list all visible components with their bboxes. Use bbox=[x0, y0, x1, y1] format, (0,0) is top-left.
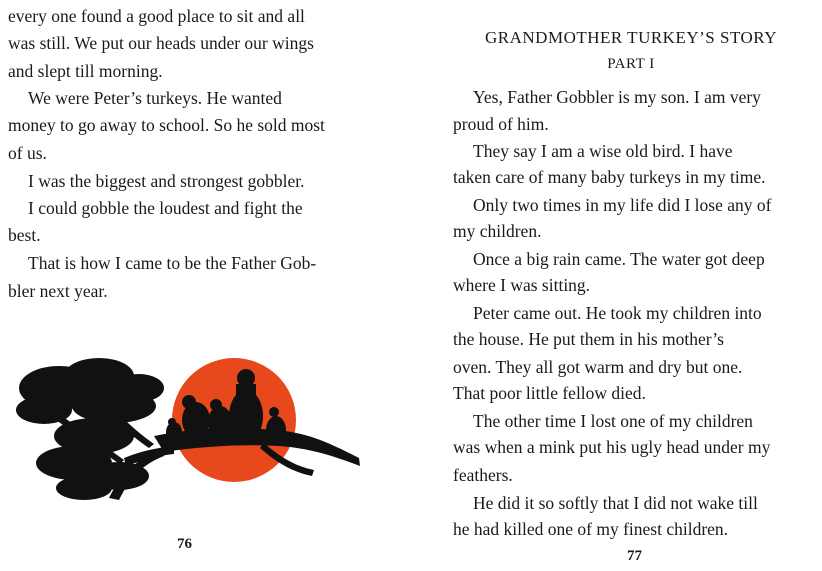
text-line: That is how I came to be the Father Gob- bbox=[28, 253, 317, 273]
text-line: I could gobble the loudest and fight the bbox=[28, 198, 303, 218]
page-number: 77 bbox=[627, 548, 642, 564]
text-line: proud of him. bbox=[453, 114, 549, 134]
text-line: was when a mink put his ugly head under my bbox=[453, 437, 771, 457]
text-line: was still. We put our heads under our wings bbox=[8, 33, 314, 53]
text-line: feathers. bbox=[453, 465, 513, 485]
text-line: That poor little fellow died. bbox=[453, 383, 646, 403]
text-line: money to go away to school. So he sold most bbox=[8, 115, 325, 135]
right-page bbox=[440, 0, 822, 571]
text-line: of us. bbox=[8, 143, 47, 163]
chapter-subtitle: PART I bbox=[607, 56, 655, 72]
text-line: bler next year. bbox=[8, 281, 108, 301]
text-line: and slept till morning. bbox=[8, 61, 163, 81]
text-line: Only two times in my life did I lose any of bbox=[473, 195, 772, 215]
text-line: I was the biggest and strongest gobbler. bbox=[28, 171, 305, 191]
text-line: Yes, Father Gobbler is my son. I am very bbox=[473, 87, 761, 107]
text-line: oven. They all got warm and dry but one. bbox=[453, 357, 743, 377]
text-line: We were Peter’s turkeys. He wanted bbox=[28, 88, 282, 108]
text-line: Once a big rain came. The water got deep bbox=[473, 249, 765, 269]
text-line: where I was sitting. bbox=[453, 275, 591, 295]
text-line: every one found a good place to sit and all bbox=[8, 6, 305, 26]
text-line: taken care of many baby turkeys in my time. bbox=[453, 167, 766, 187]
page-number: 76 bbox=[177, 536, 192, 552]
chapter-title: GRANDMOTHER TURKEY’S STORY bbox=[485, 28, 777, 47]
text-line: best. bbox=[8, 225, 41, 245]
text-line: my children. bbox=[453, 221, 542, 241]
left-page bbox=[0, 0, 390, 571]
text-line: the house. He put them in his mother’s bbox=[453, 329, 724, 349]
text-line: They say I am a wise old bird. I have bbox=[473, 141, 733, 161]
text-line: he had killed one of my finest children. bbox=[453, 519, 729, 539]
turkeys-on-branch-illustration bbox=[14, 348, 374, 508]
text-line: Peter came out. He took my children into bbox=[473, 303, 762, 323]
text-line: The other time I lost one of my children bbox=[473, 411, 753, 431]
text-line: He did it so softly that I did not wake till bbox=[473, 493, 758, 513]
